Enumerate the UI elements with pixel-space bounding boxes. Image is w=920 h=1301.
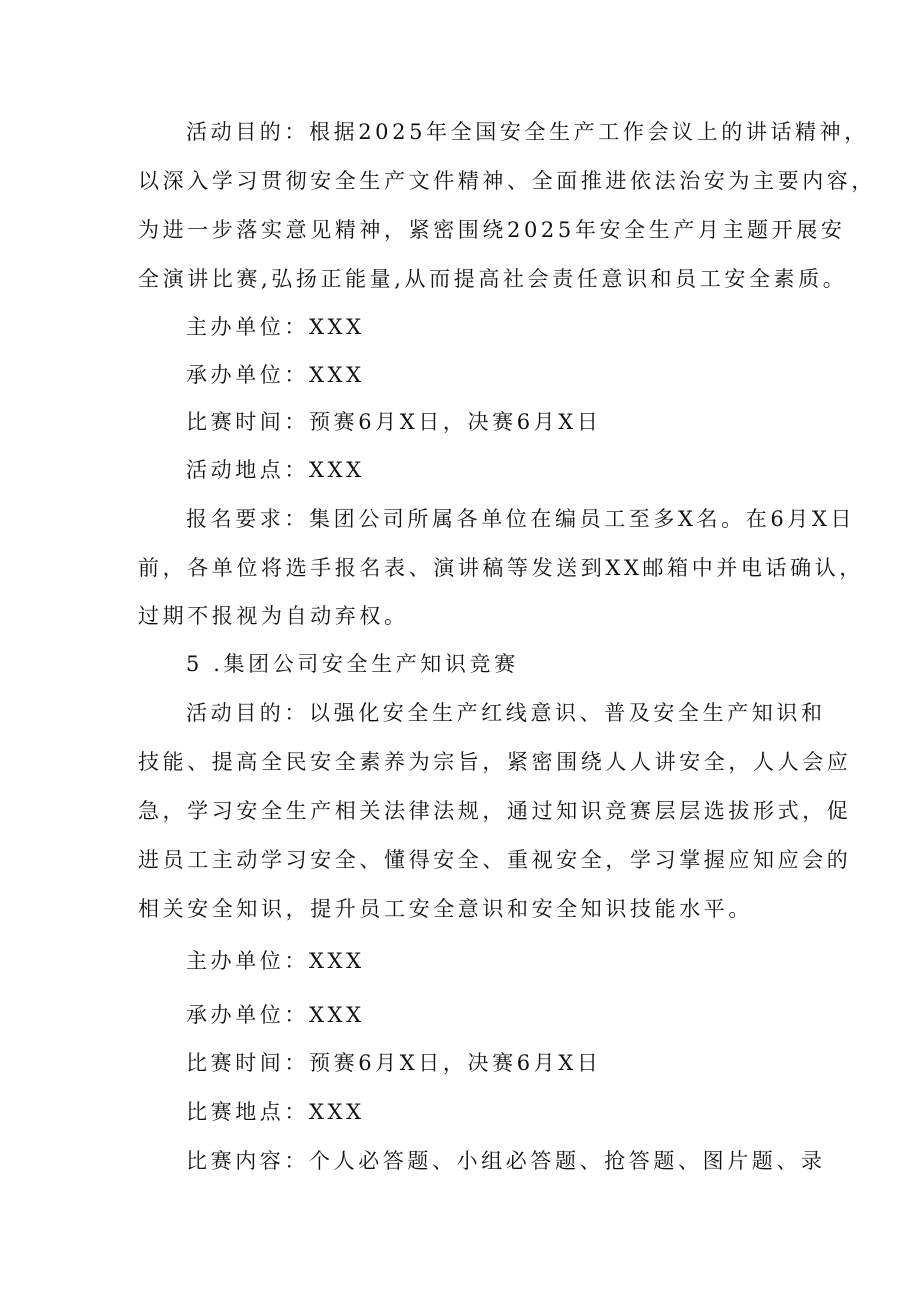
s4-registration-line-3: 过期不报视为自动弃权。 bbox=[138, 604, 409, 628]
s5-host: 主办单位：XXX bbox=[186, 949, 365, 973]
s4-purpose-line-4: 全演讲比赛,弘扬正能量,从而提高社会责任意识和员工安全素质。 bbox=[138, 267, 848, 291]
s4-host: 主办单位：XXX bbox=[186, 315, 365, 339]
s4-registration-line-1: 报名要求：集团公司所属各单位在编员工至多X名。在6月X日 bbox=[186, 507, 856, 531]
s5-heading: 5 .集团公司安全生产知识竞赛 bbox=[186, 652, 519, 676]
s5-venue: 比赛地点：XXX bbox=[186, 1100, 365, 1124]
s5-purpose-line-2: 技能、提高全民安全素养为宗旨，紧密围绕人人讲安全，人人会应 bbox=[138, 750, 852, 774]
s4-registration-line-2: 前，各单位将选手报名表、演讲稿等发送到XX邮箱中并电话确认， bbox=[138, 556, 864, 580]
s4-organizer: 承办单位：XXX bbox=[186, 363, 365, 387]
s5-purpose-line-4: 进员工主动学习安全、懂得安全、重视安全，学习掌握应知应会的 bbox=[138, 848, 852, 872]
s5-organizer: 承办单位：XXX bbox=[186, 1003, 365, 1027]
s4-purpose-line-3: 为进一步落实意见精神，紧密围绕2025年安全生产月主题开展安 bbox=[138, 218, 846, 242]
s5-purpose-line-1: 活动目的：以强化安全生产红线意识、普及安全生产知识和 bbox=[186, 701, 826, 725]
s5-content: 比赛内容：个人必答题、小组必答题、抢答题、图片题、录 bbox=[186, 1149, 826, 1173]
s4-time: 比赛时间：预赛6月X日，决赛6月X日 bbox=[186, 410, 602, 434]
s4-purpose-line-1: 活动目的：根据2025年全国安全生产工作会议上的讲话精神， bbox=[186, 120, 869, 144]
s5-purpose-line-3: 急，学习安全生产相关法律法规，通过知识竞赛层层选拔形式，促 bbox=[138, 799, 852, 823]
s4-venue: 活动地点：XXX bbox=[186, 458, 365, 482]
s5-time: 比赛时间：预赛6月X日，决赛6月X日 bbox=[186, 1051, 602, 1075]
s5-purpose-line-5: 相关安全知识，提升员工安全意识和安全知识技能水平。 bbox=[138, 897, 753, 921]
s4-purpose-line-2: 以深入学习贯彻安全生产文件精神、全面推进依法治安为主要内容， bbox=[138, 169, 876, 193]
